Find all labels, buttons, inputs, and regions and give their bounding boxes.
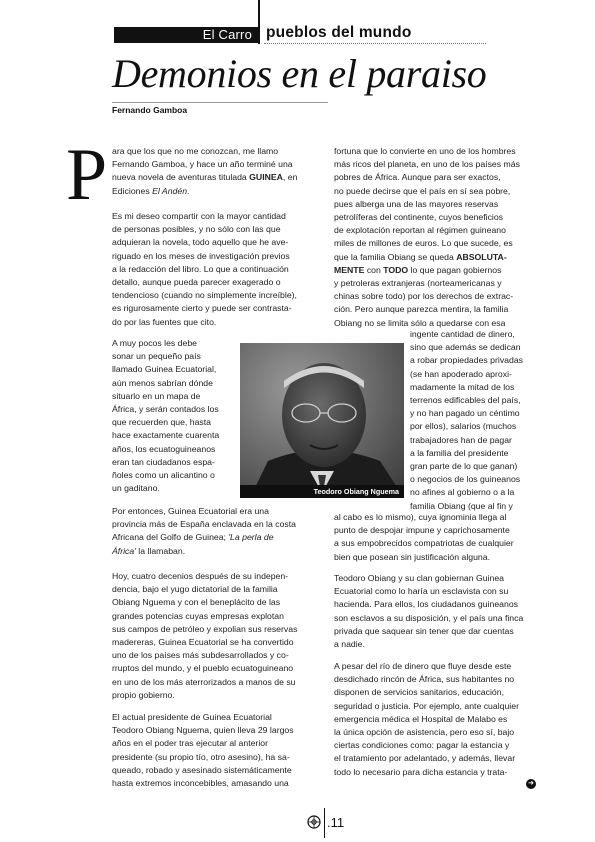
text-line: a la familia del presidente bbox=[410, 447, 509, 458]
text-line: ciertas condiciones como: pagar la estancia y bbox=[334, 740, 510, 751]
text-line: sonar un pequeño país bbox=[112, 351, 201, 362]
text-line: es rigurosamente cierto y puede ser contrasta- bbox=[112, 303, 292, 314]
text-line: al cabo es lo mismo), cuya ignominia llega al bbox=[334, 512, 507, 522]
text-line: Por entonces, Guinea Ecuatorial era una bbox=[112, 506, 269, 516]
page-number: .11 bbox=[327, 815, 345, 830]
article-title: Demonios en el paraiso bbox=[112, 51, 487, 96]
text-line: privada que saquear sin tener que dar cuentas bbox=[334, 625, 514, 636]
text-line: bien que posean sin justificación alguna. bbox=[334, 551, 491, 562]
text-line: Hoy, cuatro decenios después de su indepen- bbox=[112, 571, 289, 581]
text-line: familia Obiang (que al fin y bbox=[410, 500, 513, 511]
text-line: hasta extremos inconcebibles, amasando una bbox=[112, 778, 289, 789]
text-line: más ricos del planeta, en uno de los países más bbox=[334, 159, 520, 170]
text-line: rruptos del mundo, y el pueblo ecuatoguineano bbox=[112, 663, 294, 674]
text-line: no puede decirse que el país en sí sea pobre, bbox=[334, 185, 511, 196]
text-line: no afines al gobierno o a la bbox=[410, 487, 515, 498]
text-line: ñoles como un alicantino o bbox=[112, 470, 215, 481]
text-line: seguridad o justicia. Por ejemplo, ante cualquier bbox=[334, 700, 519, 711]
text-line: riguado en los meses de investigación previos bbox=[112, 250, 290, 261]
text-line: o negocios de los guineanos bbox=[410, 474, 521, 485]
drop-cap: P bbox=[66, 134, 108, 216]
text-line: Obiang no se limita sólo a quedarse con esa bbox=[334, 317, 506, 328]
body-paragraph bbox=[334, 660, 519, 779]
body-paragraph bbox=[334, 572, 523, 651]
footer-divider bbox=[324, 808, 325, 838]
body-paragraph bbox=[112, 505, 296, 558]
text-line: madamente la mitad de los bbox=[410, 381, 515, 392]
text-line: ción. Pero aunque parezca mentira, la familia bbox=[334, 304, 509, 315]
text-line: todo lo necesario para dicha estancia y trata- bbox=[334, 766, 508, 777]
text-line: pues alberga una de las mayores reservas bbox=[334, 198, 499, 209]
text-line: eran tan ciudadanos espa- bbox=[112, 456, 215, 467]
text-line: y no han pagado un céntimo bbox=[410, 408, 520, 419]
text-line: a la redacción del libro. Lo que a continuación bbox=[112, 263, 289, 274]
text-line: aún menos sabrían dónde bbox=[112, 377, 213, 388]
section-title: pueblos del mundo bbox=[266, 24, 412, 41]
text-line: disponen de servicios sanitarios, educación, bbox=[334, 687, 504, 698]
body-paragraph bbox=[112, 570, 297, 702]
text-line: dencia, bajo el yugo dictatorial de la familia bbox=[112, 584, 278, 595]
section-label-bar bbox=[114, 27, 258, 43]
body-paragraph bbox=[334, 511, 514, 564]
text-line: a nadie. bbox=[334, 639, 365, 650]
text-line: África, y serán contados los bbox=[112, 404, 219, 415]
text-line: años, los ecuatoguineanos bbox=[112, 443, 216, 454]
text-line: Ediciones El Andén. bbox=[112, 185, 190, 196]
text-line: MENTE con TODO lo que pagan gobiernos bbox=[334, 264, 502, 275]
text-line: miles de millones de euros. Lo que sucede, es bbox=[334, 238, 513, 249]
text-line: la única opción de asistencia, pero eso sí, bajo bbox=[334, 727, 515, 738]
section-label: El Carro bbox=[202, 27, 252, 42]
text-line: ingente cantidad de dinero, bbox=[410, 329, 515, 339]
text-line: Africana del Golfo de Guinea; 'La perla de bbox=[112, 532, 274, 543]
portrait-photo bbox=[240, 343, 404, 498]
body-paragraph bbox=[112, 711, 294, 790]
text-line: el tratamiento por adelantado, y además, llevar bbox=[334, 753, 516, 764]
text-line: pobres de África. Aunque para ser exactos, bbox=[334, 172, 501, 183]
text-line: detallo, aunque pueda parecer exagerado o bbox=[112, 277, 281, 288]
photo-caption-bar bbox=[240, 485, 404, 498]
text-line: a sus empobrecidos compatriotas de cualquier bbox=[334, 538, 514, 549]
text-line: terrenos edificables del país, bbox=[410, 395, 521, 406]
text-line: grandes potencias cuyas empresas explotan bbox=[112, 610, 284, 621]
author-byline: Fernando Gamboa bbox=[112, 105, 188, 115]
text-line: El actual presidente de Guinea Ecuatorial bbox=[112, 712, 272, 722]
text-line: llamado Guinea Ecuatorial, bbox=[112, 364, 217, 375]
body-paragraph bbox=[112, 337, 219, 495]
text-line: queado, robado y asesinado sistemáticamente bbox=[112, 764, 292, 775]
title-rule bbox=[112, 102, 328, 103]
text-line: gran parte de lo que ganan) bbox=[410, 461, 518, 472]
body-paragraph bbox=[334, 145, 520, 330]
text-line: Fernando Gamboa, y hace un año terminé una bbox=[112, 159, 293, 170]
header-divider bbox=[258, 0, 260, 44]
text-line: do por las fuentes que cito. bbox=[112, 316, 217, 327]
text-line: chinas sobre todo) por los derechos de extrac- bbox=[334, 291, 514, 302]
text-line: propio gobierno. bbox=[112, 689, 175, 700]
text-line: A muy pocos les debe bbox=[112, 338, 197, 348]
text-line: provincia más de España enclavada en la costa bbox=[112, 519, 296, 530]
text-line: ara que los que no me conozcan, me llamo bbox=[112, 146, 279, 156]
text-line: en uno de los más aterrorizados a manos de su bbox=[112, 676, 296, 687]
text-line: (se han apoderado aproxi- bbox=[410, 368, 512, 379]
text-line: Obiang Nguema y con el beneplácito de las bbox=[112, 597, 281, 608]
photo-caption: Teodoro Obiang Nguema bbox=[313, 487, 399, 496]
text-line: Es mi deseo compartir con la mayor cantidad bbox=[112, 211, 286, 221]
compass-icon bbox=[307, 815, 321, 834]
header-dotted-rule bbox=[264, 43, 486, 44]
text-line: tendencioso (cuando no simplemente increíble), bbox=[112, 290, 297, 301]
text-line: adquieran la novela, todo aquello que he ave- bbox=[112, 237, 289, 248]
text-line: un gaditano. bbox=[112, 483, 160, 494]
text-line: emergencia médica el Hospital de Malabo es bbox=[334, 713, 508, 724]
text-line: Ecuatorial como lo haría un esclavista con su bbox=[334, 586, 509, 597]
text-line: que la familia Obiang se queda ABSOLUTA- bbox=[334, 251, 507, 262]
portrait-illustration bbox=[240, 343, 404, 498]
text-line: petrolíferas del continente, cuyos beneficios bbox=[334, 212, 504, 223]
text-line: Teodoro Obiang Nguema, quien lleva 29 largos bbox=[112, 725, 294, 736]
arrow-right-icon: ➜ bbox=[526, 779, 536, 789]
body-paragraph bbox=[410, 328, 523, 513]
text-line: años en el poder tras ejecutar al anterior bbox=[112, 738, 268, 749]
text-line: situarlo en un mapa de bbox=[112, 390, 201, 401]
text-line: presidente (su propio tío, otro asesino), ha sa- bbox=[112, 751, 290, 762]
text-line: sus campos de petróleo y expolian sus reservas bbox=[112, 623, 298, 634]
body-paragraph bbox=[112, 210, 297, 329]
text-line: fortuna que lo convierte en uno de los hombres bbox=[334, 146, 516, 156]
text-line: que recuerden que, hasta bbox=[112, 417, 212, 428]
text-line: sino que además se dedican bbox=[410, 342, 521, 353]
text-line: nueva novela de aventuras titulada GUINEA, en bbox=[112, 172, 298, 183]
text-line: hace exactamente cuarenta bbox=[112, 430, 220, 441]
text-line: África' la llamaban. bbox=[112, 545, 186, 556]
text-line: desdichado rincón de África, sus habitantes no bbox=[334, 674, 515, 685]
text-line: Teodoro Obiang y su clan gobiernan Guinea bbox=[334, 573, 505, 583]
intro-paragraph bbox=[112, 145, 297, 198]
text-line: A pesar del río de dinero que fluye desde este bbox=[334, 661, 512, 671]
text-line: madereras, Guinea Ecuatorial se ha convertido bbox=[112, 637, 294, 648]
text-line: de personas posibles, y no sólo con las que bbox=[112, 224, 281, 235]
text-line: y petroleras extranjeras (norteamericanas y bbox=[334, 278, 502, 289]
text-line: de explotación reportan al régimen guineano bbox=[334, 225, 506, 236]
text-line: son esclavos a su disposición, y el país una finca bbox=[334, 612, 524, 623]
text-line: punto de despojar impune y caprichosamente bbox=[334, 525, 510, 536]
text-line: hacienda. Para ellos, los ciudadanos guineanos bbox=[334, 599, 519, 610]
text-line: trabajadores han de pagar bbox=[410, 434, 512, 445]
text-line: por ellos), salarios (muchos bbox=[410, 421, 517, 432]
text-line: uno de los países más subdesarrollados y co- bbox=[112, 650, 289, 661]
text-line: a robar propiedades privadas bbox=[410, 355, 524, 366]
